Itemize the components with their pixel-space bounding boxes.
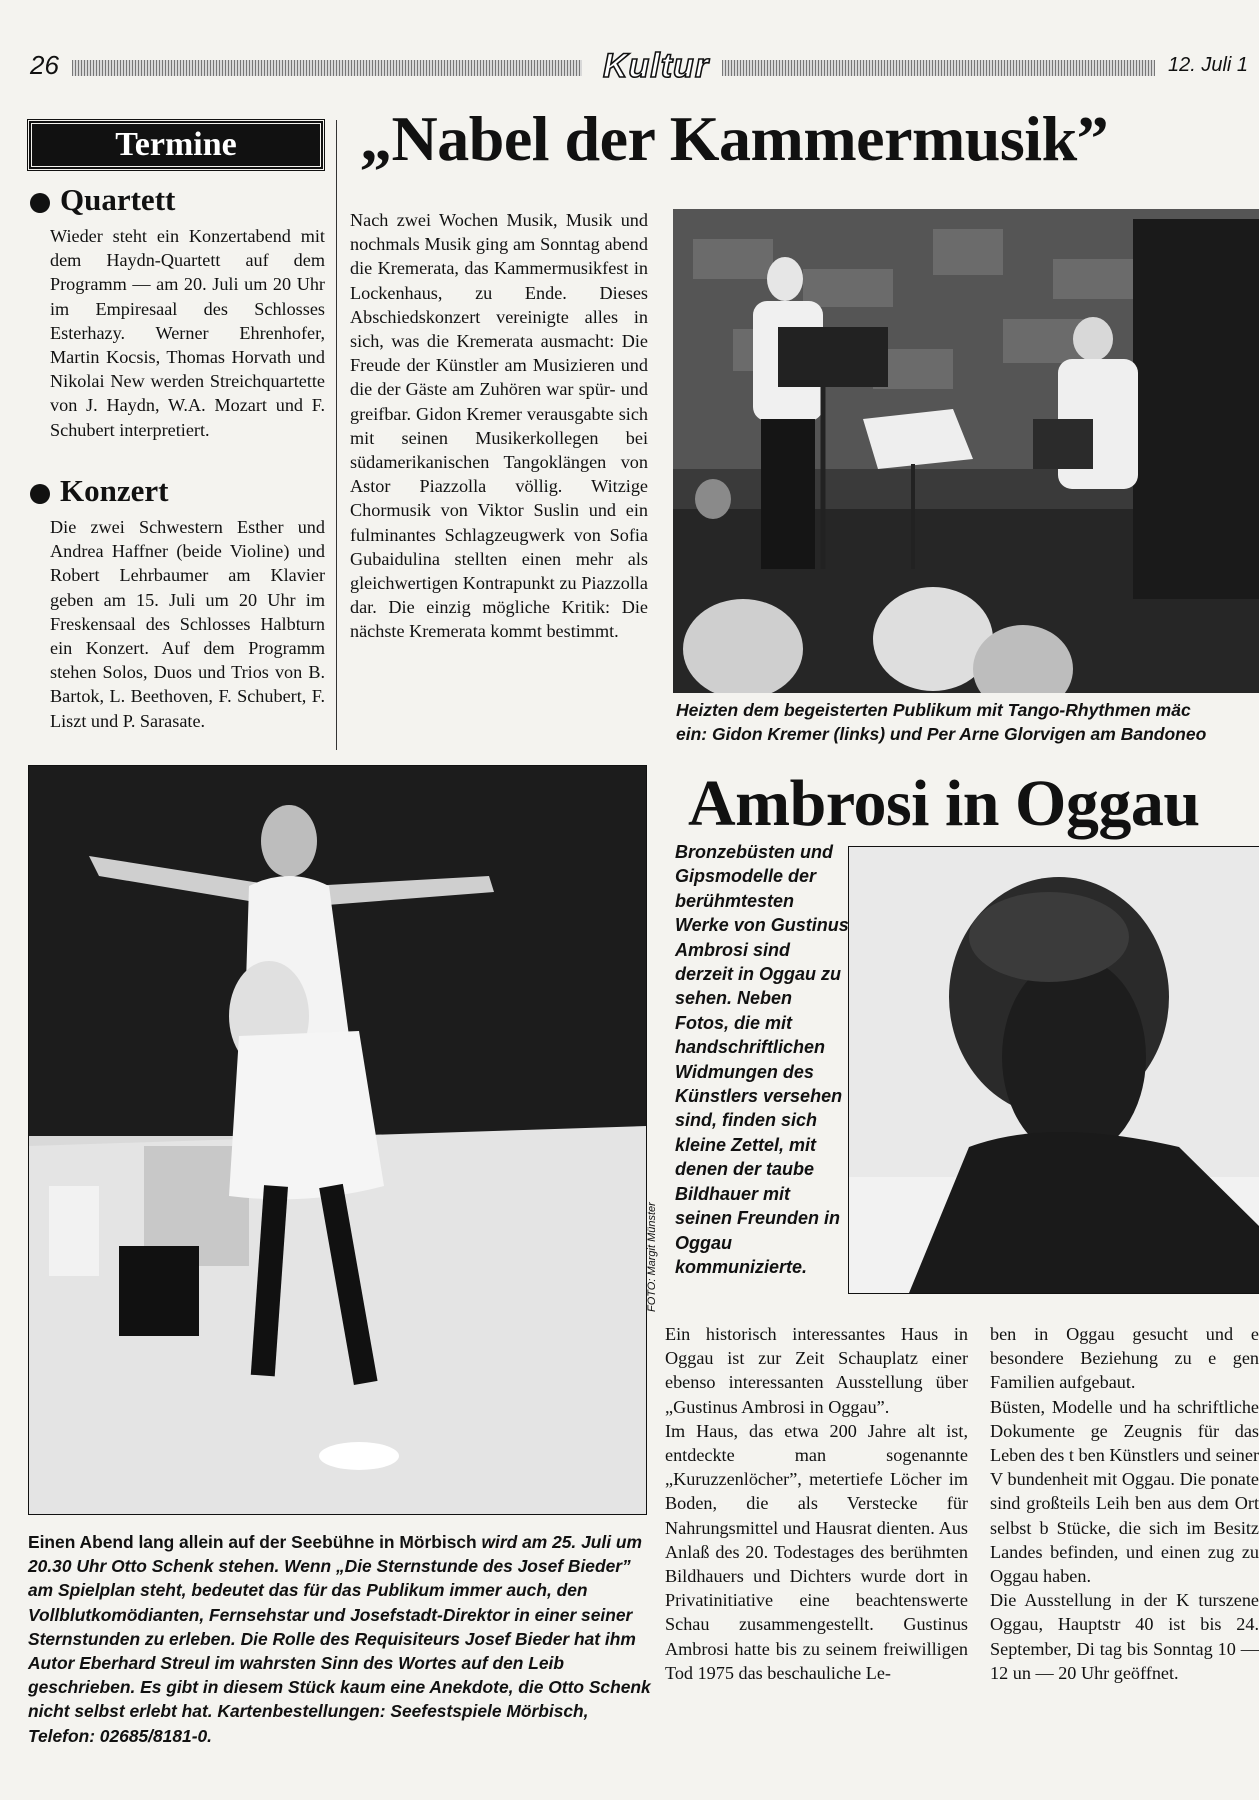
article-ambrosi-col2: ben in Oggau gesucht und e besondere Beziehung zu e gen Familien aufgebaut. Büsten, Modelle und ha schriftliche Dokumente ge Zeugnis für das Leben des t ben Künstlers und seiner V bundenheit mit Oggau. Die ponate sind großteils Leih ben aus dem Ort selbst b Stücke, die sich im Besitz Landes befinden, und einen zug zu Oggau haben. Die Ausstellung in der K turszene Oggau, Hauptstr 40 ist bis 24. September, Di tag bis Sonntag 10 — 12 un — 20 Uhr geöffnet. [990,1324,1259,1683]
termine-text-quartett: Wieder steht ein Konzertabend mit dem Haydn-Quartett auf dem Programm — am 20. Juli um 20 Uhr im Empiresaal des Schlosses Esterhazy. Werner Ehrenhofer, Martin Kocsis, Thomas Horvath und Nikolai New werden Streichquartette von J. Haydn, W.A. Mozart und F. Schubert interpretiert. [50,226,325,440]
termine-heading-konzert: Konzert [60,473,169,508]
column-rule [336,120,337,750]
article-ambrosi-col1: Ein historisch interessantes Haus in Oggau ist zur Zeit Schauplatz einer ebenso interessanten Ausstellung über „Gustinus Ambrosi in Oggau”. Im Haus, das etwa 200 Jahre alt ist, entdeckte man sogenannte „Kuruzzenlöcher”, metertiefe Löcher im Boden, die als Verstecke für Nahrungsmittel und Hausrat dienten. Aus Anlaß des 20. Todestages des berühmten Bildhauers und Dichters wurde dort in Privatinitiative eine beachtenswerte Schau zusammengestellt. Gustinus Ambrosi hatte bis zu seinem freiwilligen Tod 1975 das beschauliche Le- [665,1324,968,1683]
photo-kremer-glorvigen [673,209,1259,693]
ambrosi-caption: Bronzebüsten und Gipsmodelle der berühmtesten Werke von Gustinus Ambrosi sind derzeit in Oggau zu sehen. Neben Fotos, die mit handschriftlichen Widmungen des Künstlers versehen sind, finden sich kleine Zettel, mit denen der taube Bildhauer mit seinen Freunden in Oggau kommunizierte. [675,842,849,1277]
bullet-icon [30,484,50,504]
termine-title: Termine [115,126,237,163]
photo-ambrosi-bust [848,846,1259,1294]
header-rule-right [722,60,1155,76]
photo-caption-line1: Heizten dem begeisterten Publikum mit Tango-Rhythmen mäc [676,700,1191,720]
bullet-icon [30,193,50,213]
page-number: 26 [30,50,59,80]
schenk-caption-lead: Einen Abend lang allein auf der Seebühne in Mörbisch [28,1532,477,1552]
schenk-caption [28,1530,653,1748]
section-logo: Kultur [602,47,710,85]
photo-caption-line2: ein: Gidon Kremer (links) und Per Arne Glorvigen am Bandoneo [676,724,1207,744]
headline-kammermusik: „Nabel der Kammermusik” [360,103,1109,174]
termine-text-konzert: Die zwei Schwestern Esther und Andrea Haffner (beide Violine) und Robert Lehrbaumer am Klavier geben am 15. Juli um 20 Uhr im Freskensaal des Schlosses Halbturn ein Konzert. Auf dem Programm stehen Solos, Duos und Trios von B. Bartok, L. Beethoven, F. Schubert, F. Liszt und P. Sarasate. [50,517,325,731]
article-kammermusik-body: Nach zwei Wochen Musik, Musik und nochmals Musik ging am Sonntag abend die Kremerata, das Kammermusikfest in Lockenhaus, zu Ende. Dieses Abschiedskonzert vereinigte alles in sich, was die Kremerata ausmacht: Die Freude der Künstler am Musizieren und die der Gäste am Zuhören war spür- und greifbar. Gidon Kremer verausgabte sich mit seinen Musikerkollegen bei südamerikanischen Tangoklängen von Astor Piazzolla völlig. Witzige Chormusik von Viktor Suslin und ein fulminantes Schlagzeugwerk von Sofia Gubaidulina stellten einen mehr als gleichwertigen Kontrapunkt zu Piazzolla dar. Die einzig mögliche Kritik: Die nächste Kremerata kommt bestimmt. [350,210,648,642]
photo-credit: FOTO: Margit Münster [646,1202,658,1312]
termine-heading-quartett: Quartett [60,182,176,217]
issue-date: 12. Juli 1 [1168,54,1249,76]
photo-otto-schenk [28,765,647,1515]
schenk-caption-text: wird am 25. Juli um 20.30 Uhr Otto Schenk stehen. Wenn „Die Sternstunde des Josef Bieder” am Spielplan steht, bedeutet das für das Publikum immer auch, den Vollblutkomödianten, Fernsehstar und Josefstadt-Direktor in einer seiner Sternstunden zu erleben. Die Rolle des Requisiteurs Josef Bieder hat ihm Autor Eberhard Streul im wahrsten Sinn des Wortes auf den Leib geschrieben. Es gibt in diesem Stück kaum eine Anekdote, die Otto Schenk nicht selbst erlebt hat. Kartenbestellungen: Seefestspiele Mörbisch, Telefon: 02685/8181-0. [28,1532,651,1746]
header-rule-left [72,60,582,76]
headline-ambrosi: Ambrosi in Oggau [688,767,1200,840]
